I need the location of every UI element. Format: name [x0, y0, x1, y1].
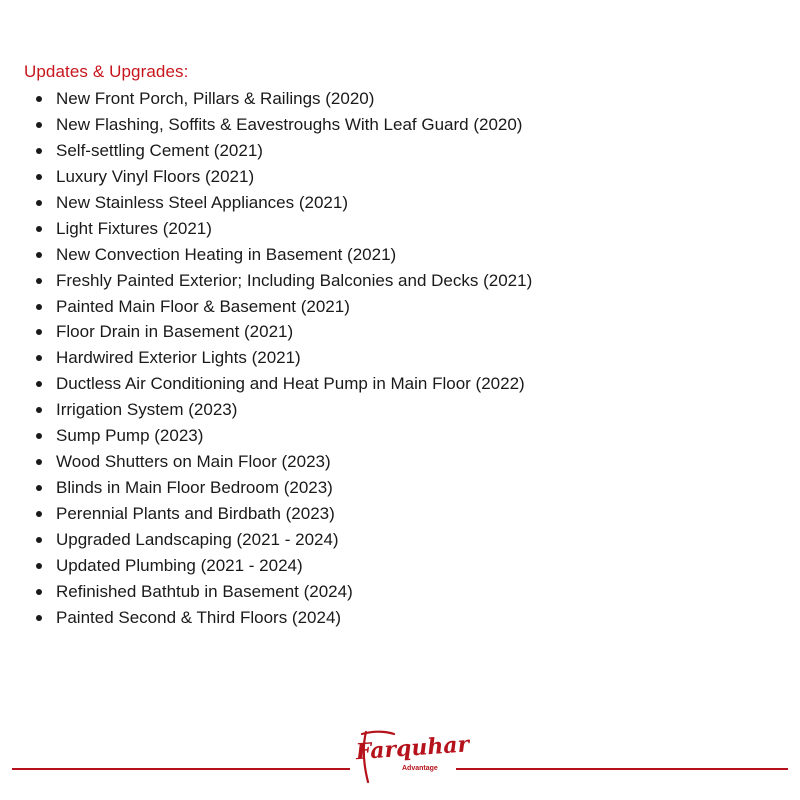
- footer-divider-right: [456, 768, 788, 770]
- list-item-label: Painted Second & Third Floors (2024): [56, 607, 342, 627]
- list-item-label: Self-settling Cement (2021): [56, 140, 263, 160]
- list-item-label: Irrigation System (2023): [56, 400, 238, 420]
- list-item-label: New Stainless Steel Appliances (2021): [56, 192, 348, 212]
- bullet-icon: [36, 563, 42, 569]
- bullet-icon: [36, 304, 42, 310]
- bullet-icon: [36, 122, 42, 128]
- bullet-icon: [36, 174, 42, 180]
- bullet-icon: [36, 278, 42, 284]
- list-item-label: Refinished Bathtub in Basement (2024): [56, 581, 353, 601]
- bullet-icon: [36, 148, 42, 154]
- list-item: [36, 345, 532, 371]
- list-item: [36, 190, 532, 216]
- list-item-label: Hardwired Exterior Lights (2021): [56, 348, 301, 368]
- updates-list: [36, 86, 532, 631]
- logo-script-text: Farquhar: [354, 731, 471, 766]
- list-item: [36, 138, 532, 164]
- list-item: [36, 319, 532, 345]
- list-item-label: Light Fixtures (2021): [56, 218, 212, 238]
- bullet-icon: [36, 537, 42, 543]
- footer-divider-left: [12, 768, 350, 770]
- list-item: [36, 371, 532, 397]
- bullet-icon: [36, 355, 42, 361]
- bullet-icon: [36, 329, 42, 335]
- list-item: [36, 527, 532, 553]
- list-item-label: Wood Shutters on Main Floor (2023): [56, 452, 331, 472]
- list-item: [36, 242, 532, 268]
- bullet-icon: [36, 200, 42, 206]
- list-item: [36, 397, 532, 423]
- logo-sub-text: Advantage: [402, 765, 438, 772]
- list-item: [36, 112, 532, 138]
- list-item: [36, 501, 532, 527]
- list-item-label: Updated Plumbing (2021 - 2024): [56, 555, 303, 575]
- list-item-label: Painted Main Floor & Basement (2021): [56, 296, 350, 316]
- list-item-label: Ductless Air Conditioning and Heat Pump in Main Floor (2022): [56, 374, 525, 394]
- list-item: [36, 449, 532, 475]
- list-item: [36, 605, 532, 631]
- bullet-icon: [36, 511, 42, 517]
- list-item-label: New Convection Heating in Basement (2021): [56, 244, 397, 264]
- list-item: [36, 86, 532, 112]
- list-item: [36, 553, 532, 579]
- bullet-icon: [36, 381, 42, 387]
- list-item: [36, 423, 532, 449]
- list-item-label: Floor Drain in Basement (2021): [56, 322, 294, 342]
- farquhar-advantage-logo: [352, 722, 471, 788]
- list-item: [36, 216, 532, 242]
- list-item: [36, 475, 532, 501]
- bullet-icon: [36, 226, 42, 232]
- bullet-icon: [36, 589, 42, 595]
- list-item-label: New Front Porch, Pillars & Railings (2020): [56, 89, 375, 108]
- list-item: [36, 268, 532, 294]
- list-item-label: Sump Pump (2023): [56, 426, 204, 446]
- bullet-icon: [36, 615, 42, 621]
- list-item-label: Freshly Painted Exterior; Including Balconies and Decks (2021): [56, 270, 533, 290]
- list-item: [36, 294, 532, 320]
- list-item: [36, 164, 532, 190]
- bullet-icon: [36, 459, 42, 465]
- list-item: [36, 579, 532, 605]
- list-item-label: Perennial Plants and Birdbath (2023): [56, 504, 335, 523]
- bullet-icon: [36, 433, 42, 439]
- list-item-label: Upgraded Landscaping (2021 - 2024): [56, 529, 339, 549]
- bullet-icon: [36, 252, 42, 258]
- bullet-icon: [36, 96, 42, 102]
- list-item-label: New Flashing, Soffits & Eavestroughs With Leaf Guard (2020): [56, 114, 523, 134]
- list-item-label: Blinds in Main Floor Bedroom (2023): [56, 478, 333, 498]
- bullet-icon: [36, 407, 42, 413]
- updates-heading: Updates & Upgrades:: [24, 62, 189, 81]
- list-item-label: Luxury Vinyl Floors (2021): [56, 166, 255, 186]
- bullet-icon: [36, 485, 42, 491]
